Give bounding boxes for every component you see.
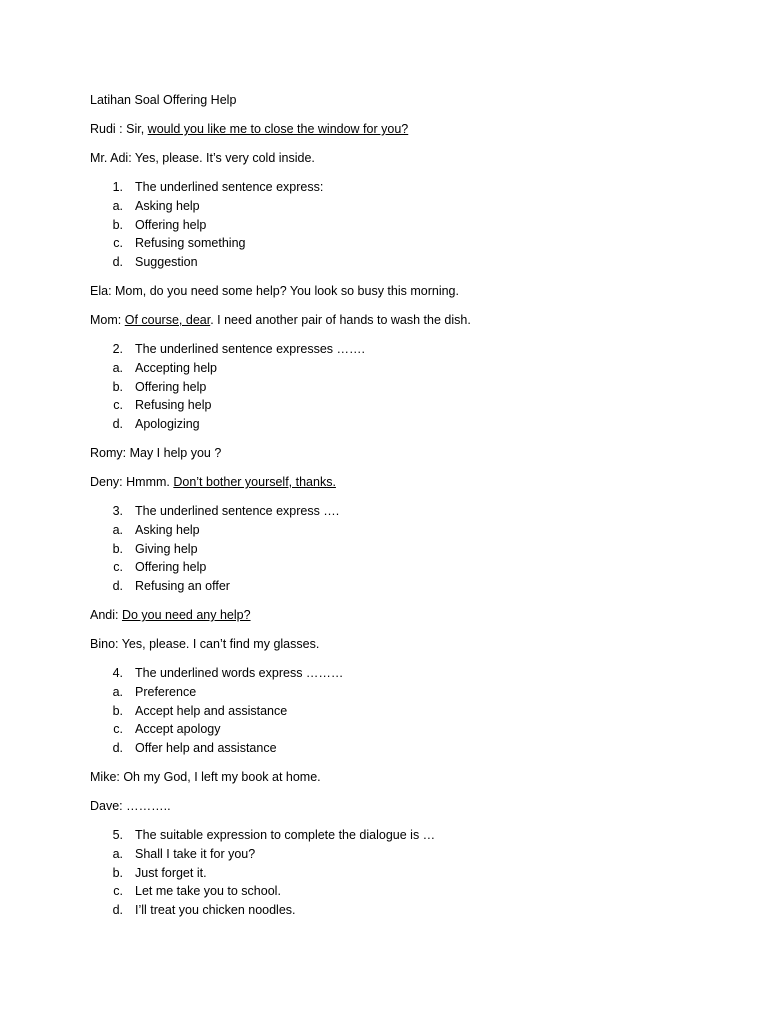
option-text: Let me take you to school. bbox=[135, 884, 281, 899]
option-letter: b. bbox=[112, 541, 123, 556]
dialogue-text: Rudi : Sir, bbox=[90, 122, 148, 136]
answer-option bbox=[90, 903, 710, 922]
dialogue-text: Mom: bbox=[90, 312, 125, 327]
question-block bbox=[90, 342, 710, 436]
option-text: Refusing an offer bbox=[135, 579, 230, 594]
document-title: Latihan Soal Offering Help bbox=[90, 93, 237, 107]
answer-option bbox=[90, 523, 710, 542]
dialogue-line bbox=[90, 313, 710, 329]
option-text: Accepting help bbox=[135, 360, 218, 375]
answer-option bbox=[90, 847, 710, 866]
answer-option bbox=[90, 417, 710, 436]
option-letter: d. bbox=[112, 579, 123, 594]
option-text: Offering help bbox=[135, 560, 207, 575]
underlined-text: would you like me to close the window for you? bbox=[147, 122, 409, 136]
answer-option bbox=[90, 884, 710, 903]
answer-option bbox=[90, 741, 710, 760]
option-letter: c. bbox=[113, 398, 123, 413]
dialogue-text: Bino: Yes, please. I can’t find my glasses. bbox=[90, 636, 320, 651]
option-text: Shall I take it for you? bbox=[135, 846, 256, 861]
answer-option bbox=[90, 866, 710, 885]
option-letter: b. bbox=[112, 865, 123, 880]
document-page bbox=[90, 93, 710, 932]
option-text: Accept help and assistance bbox=[135, 703, 288, 718]
dialogue-text: Dave: ……….. bbox=[90, 798, 171, 813]
question-text: The underlined sentence express: bbox=[135, 180, 324, 194]
question-section bbox=[90, 446, 710, 598]
dialogue-line bbox=[90, 475, 710, 491]
option-text: Giving help bbox=[135, 541, 198, 556]
answer-option bbox=[90, 579, 710, 598]
question-item bbox=[90, 342, 710, 361]
option-text: Just forget it. bbox=[135, 865, 207, 880]
option-letter: c. bbox=[113, 560, 123, 575]
option-text: Apologizing bbox=[135, 417, 200, 432]
option-letter: b. bbox=[112, 379, 123, 394]
question-number: 4. bbox=[112, 665, 123, 680]
option-letter: a. bbox=[112, 198, 123, 213]
dialogue-line bbox=[90, 799, 710, 815]
option-letter: d. bbox=[112, 255, 123, 270]
option-text: Offering help bbox=[135, 379, 207, 394]
question-text: The underlined sentence express …. bbox=[135, 503, 340, 518]
option-letter: d. bbox=[112, 417, 123, 432]
answer-option bbox=[90, 722, 710, 741]
question-section bbox=[90, 122, 710, 274]
option-text: Refusing help bbox=[135, 398, 212, 413]
dialogue-text: Mr. Adi: Yes, please. It’s very cold inside. bbox=[90, 151, 315, 165]
question-section bbox=[90, 770, 710, 922]
answer-option bbox=[90, 560, 710, 579]
question-item bbox=[90, 828, 710, 847]
question-item bbox=[90, 504, 710, 523]
option-text: Asking help bbox=[135, 522, 200, 537]
question-number: 3. bbox=[112, 503, 123, 518]
question-block bbox=[90, 666, 710, 760]
question-sections bbox=[90, 122, 710, 922]
question-block bbox=[90, 504, 710, 598]
dialogue-text: Andi: bbox=[90, 607, 122, 622]
answer-option bbox=[90, 704, 710, 723]
dialogue-line bbox=[90, 151, 710, 167]
option-text: Refusing something bbox=[135, 236, 246, 251]
option-text: Preference bbox=[135, 684, 197, 699]
question-block bbox=[90, 180, 710, 274]
option-letter: a. bbox=[112, 684, 123, 699]
underlined-text: Don’t bother yourself, thanks. bbox=[173, 474, 336, 489]
dialogue-line bbox=[90, 446, 710, 462]
dialogue-line bbox=[90, 637, 710, 653]
answer-option bbox=[90, 218, 710, 237]
question-text: The suitable expression to complete the dialogue is … bbox=[135, 827, 436, 842]
option-text: I’ll treat you chicken noodles. bbox=[135, 903, 296, 918]
question-number: 2. bbox=[112, 341, 123, 356]
option-text: Asking help bbox=[135, 198, 200, 213]
option-letter: d. bbox=[112, 741, 123, 756]
option-text: Offer help and assistance bbox=[135, 741, 277, 756]
question-number: 1. bbox=[112, 180, 123, 194]
underlined-text: Do you need any help? bbox=[121, 607, 251, 622]
option-letter: b. bbox=[112, 703, 123, 718]
option-letter: d. bbox=[112, 903, 123, 918]
option-text: Offering help bbox=[135, 217, 207, 232]
question-block bbox=[90, 828, 710, 922]
option-text: Accept apology bbox=[135, 722, 221, 737]
answer-option bbox=[90, 199, 710, 218]
question-text: The underlined words express ……… bbox=[135, 665, 344, 680]
answer-option bbox=[90, 542, 710, 561]
dialogue-line bbox=[90, 122, 710, 138]
option-letter: a. bbox=[112, 522, 123, 537]
answer-option bbox=[90, 361, 710, 380]
dialogue-text: Romy: May I help you ? bbox=[90, 445, 222, 460]
question-item bbox=[90, 666, 710, 685]
dialogue-text: Mike: Oh my God, I left my book at home. bbox=[90, 769, 321, 784]
question-item bbox=[90, 180, 710, 199]
question-section bbox=[90, 284, 710, 436]
answer-option bbox=[90, 380, 710, 399]
answer-option bbox=[90, 255, 710, 274]
option-letter: a. bbox=[112, 360, 123, 375]
option-letter: a. bbox=[112, 846, 123, 861]
option-text: Suggestion bbox=[135, 255, 198, 270]
question-text: The underlined sentence expresses ……. bbox=[135, 341, 365, 356]
dialogue-text: . I need another pair of hands to wash the dish. bbox=[210, 312, 471, 327]
option-letter: b. bbox=[112, 217, 123, 232]
option-letter: c. bbox=[113, 236, 123, 251]
dialogue-line bbox=[90, 284, 710, 300]
option-letter: c. bbox=[113, 722, 123, 737]
dialogue-line bbox=[90, 608, 710, 624]
answer-option bbox=[90, 398, 710, 417]
question-number: 5. bbox=[112, 827, 123, 842]
answer-option bbox=[90, 685, 710, 704]
answer-option bbox=[90, 236, 710, 255]
underlined-text: Of course, dear bbox=[124, 312, 211, 327]
dialogue-text: Deny: Hmmm. bbox=[90, 474, 174, 489]
dialogue-text: Ela: Mom, do you need some help? You look so busy this morning. bbox=[90, 283, 459, 298]
question-section bbox=[90, 608, 710, 760]
dialogue-line bbox=[90, 770, 710, 786]
option-letter: c. bbox=[113, 884, 123, 899]
